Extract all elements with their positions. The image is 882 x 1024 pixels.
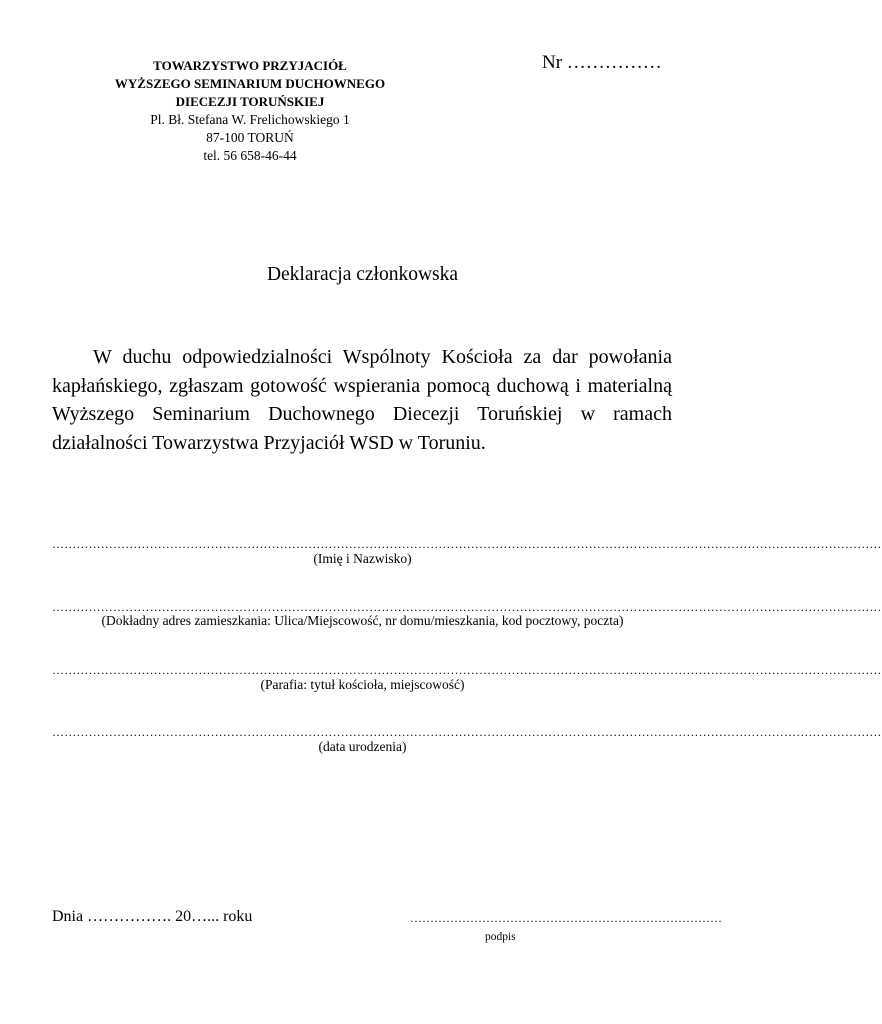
declaration-text: W duchu odpowiedzialności Wspólnoty Kościoła za dar powołania kapłańskiego, zgłaszam gotowość wspierania pomocą duchową i materialną Wyższego Seminarium Duchownego Diecezji Toruńskiej w ramach działalności Towarzystwa Przyjaciół WSD w Toruniu.	[52, 346, 672, 454]
birthdate-field-line[interactable]: ……………………………………………………………………………………………………………………………………………………………………………………	[52, 725, 882, 739]
address-field-line[interactable]: ……………………………………………………………………………………………………………………………………………………………………………………	[52, 600, 882, 614]
parish-field-caption: (Parafia: tytuł kościoła, miejscowość)	[260, 677, 465, 692]
org-name-line2: WYŻSZEGO SEMINARIUM DUCHOWNEGO	[114, 76, 386, 91]
birthdate-field-caption: (data urodzenia)	[318, 739, 407, 754]
signature-line[interactable]: ……………………………………………………………………	[410, 911, 722, 925]
document-number-field: Nr ……………	[542, 52, 662, 73]
parish-field-line[interactable]: ……………………………………………………………………………………………………………………………………………………………………………………	[52, 663, 882, 677]
name-field-line[interactable]: ……………………………………………………………………………………………………………………………………………………………………………………	[52, 537, 882, 551]
organization-header	[60, 57, 440, 165]
org-phone: tel. 56 658-46-44	[203, 148, 297, 163]
name-field-caption: (Imię i Nazwisko)	[313, 551, 412, 566]
document-title: Deklaracja członkowska	[266, 264, 459, 285]
org-name-line3: DIECEZJI TORUŃSKIEJ	[175, 94, 325, 109]
address-field-caption: (Dokładny adres zamieszkania: Ulica/Miejscowość, nr domu/mieszkania, kod pocztowy, poczta)	[101, 613, 624, 628]
date-line: Dnia ……………. 20…... roku	[52, 908, 253, 925]
org-address-line1: Pl. Bł. Stefana W. Frelichowskiego 1	[150, 112, 350, 127]
org-name-line1: TOWARZYSTWO PRZYJACIÓŁ	[153, 58, 347, 73]
signature-label: podpis	[485, 931, 516, 943]
org-address-line2: 87-100 TORUŃ	[206, 130, 294, 145]
